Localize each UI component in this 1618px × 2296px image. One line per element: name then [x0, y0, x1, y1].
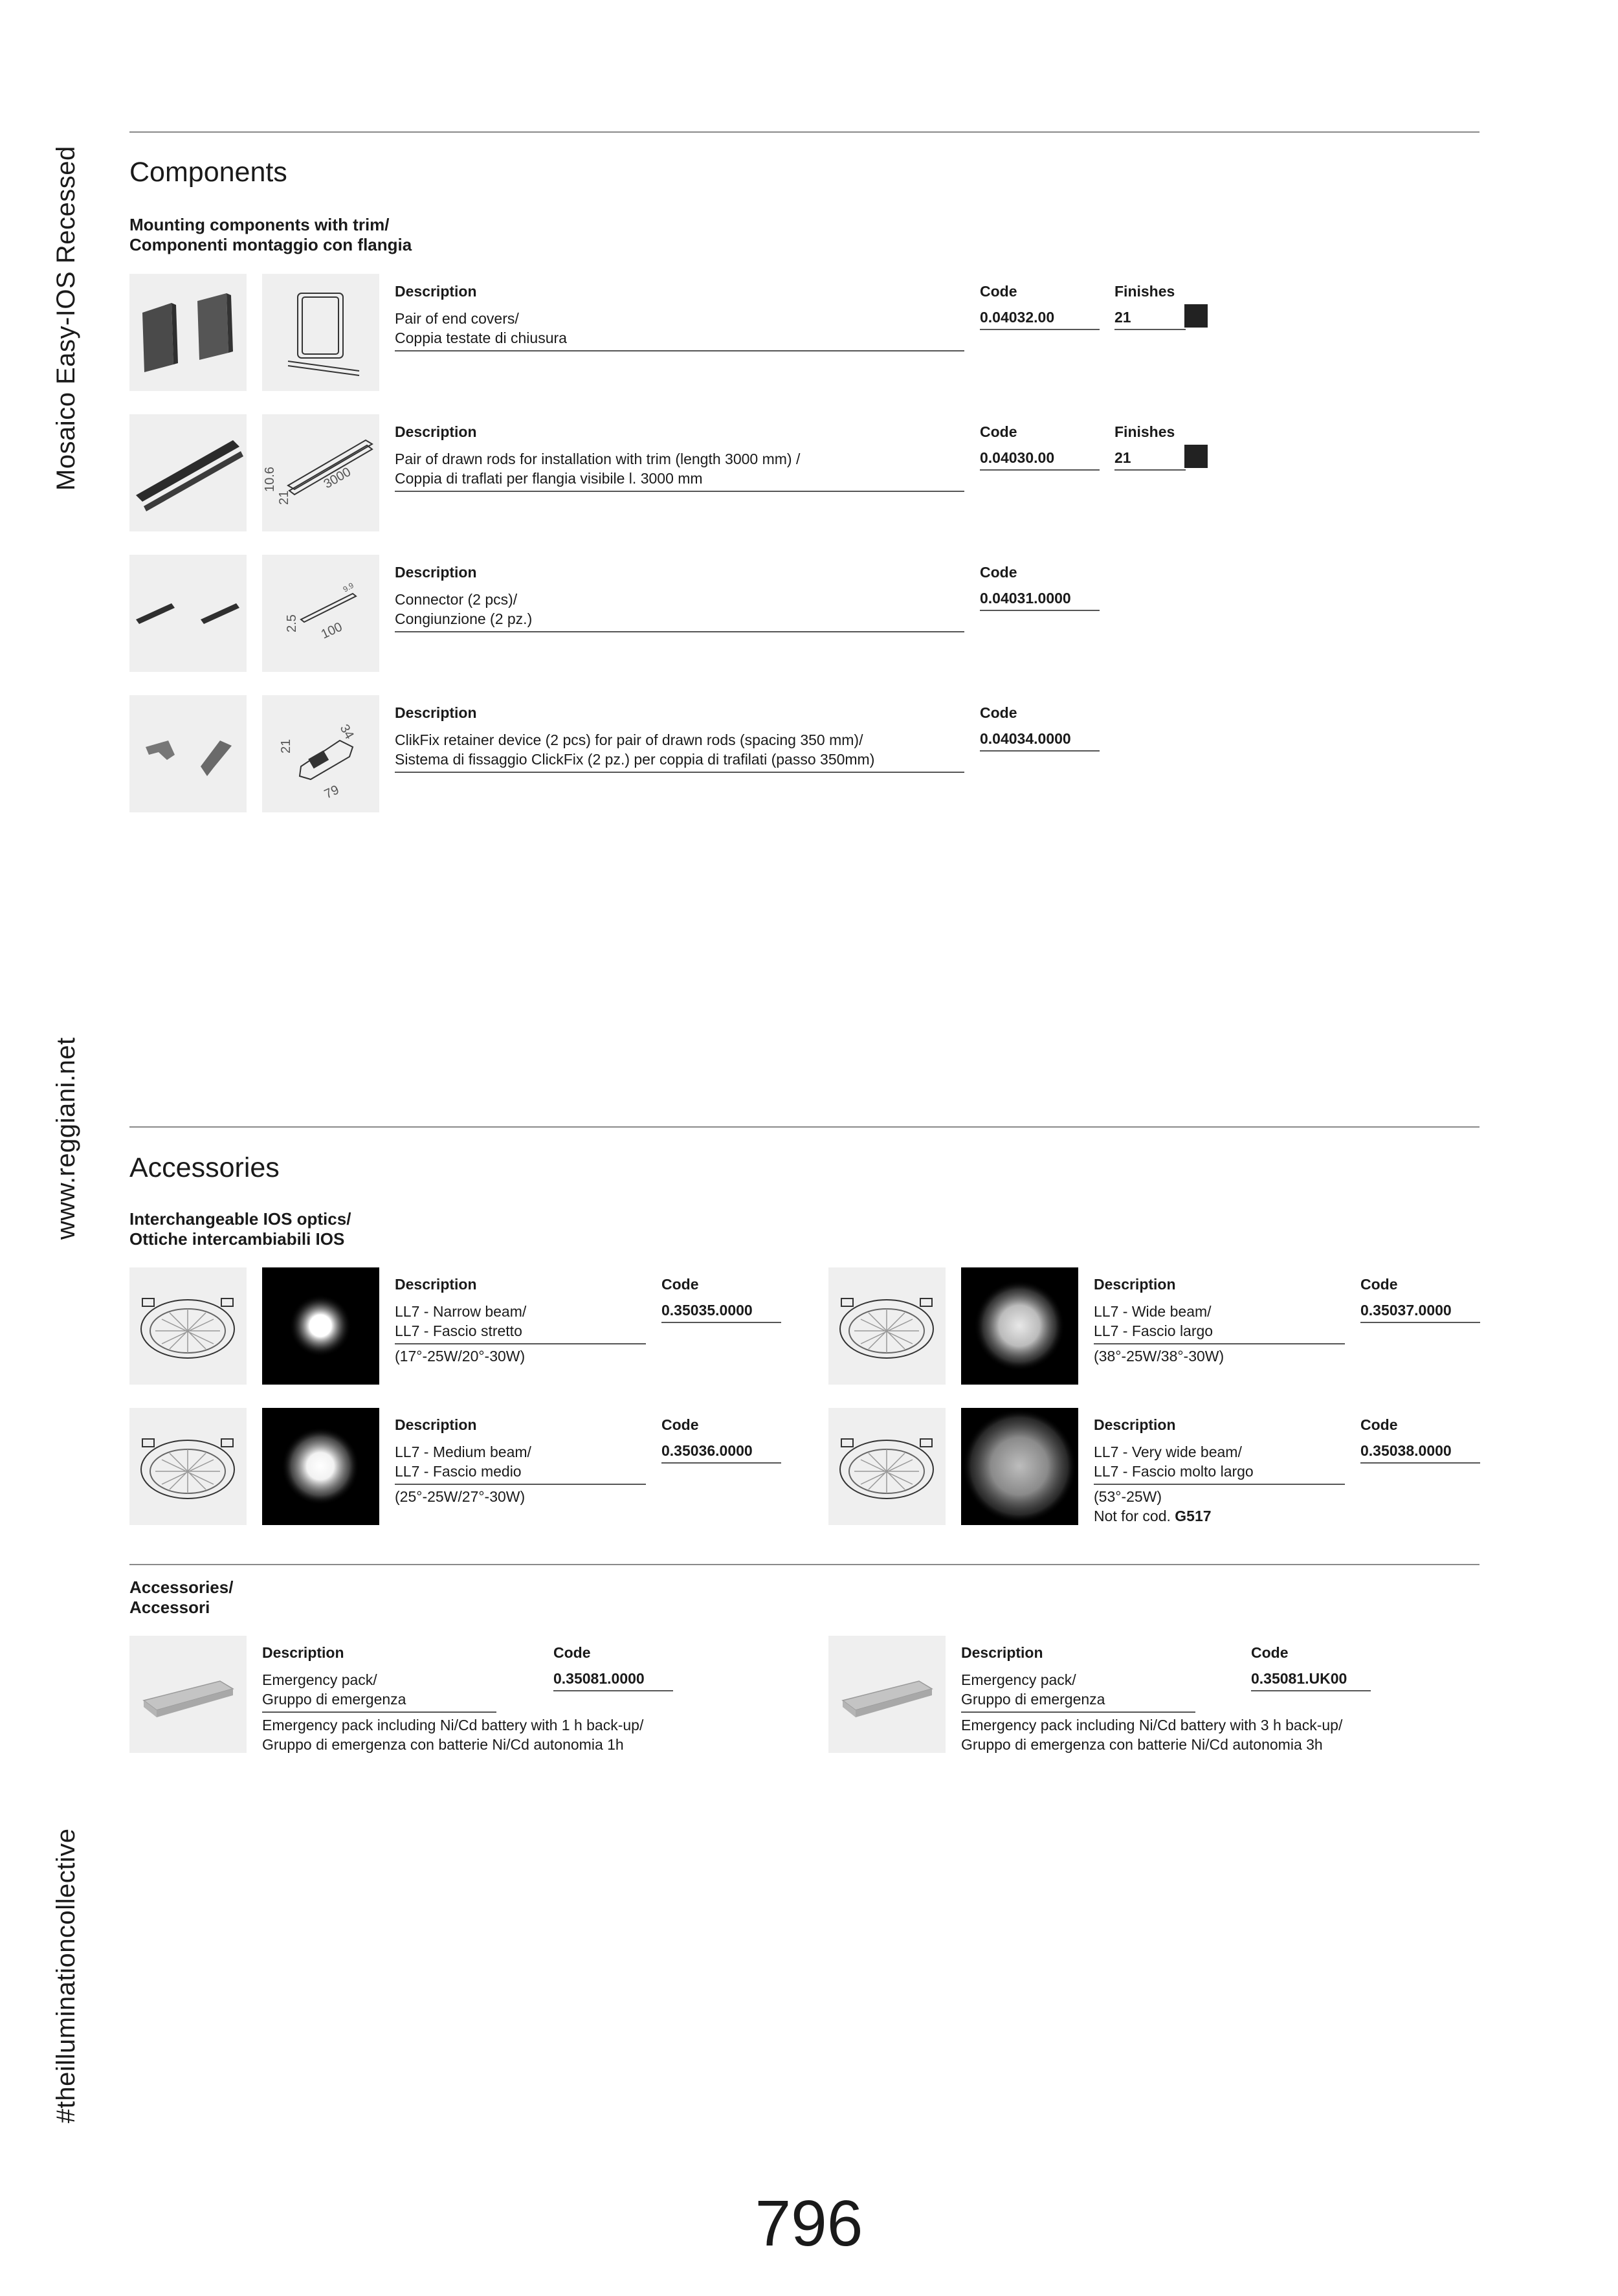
rod-dim-height: 10.6	[263, 467, 277, 492]
pack-note-2: Emergency pack including Ni/Cd battery with 3 h back-up/ Gruppo di emergenza con batterie Ni/Cd autonomia 3h	[961, 1717, 1343, 1753]
optic-description-1: LL7 - Narrow beam/ LL7 - Fascio stretto	[395, 1302, 646, 1344]
pack-note-1: Emergency pack including Ni/Cd battery with 1 h back-up/ Gruppo di emergenza con batterie Ni/Cd autonomia 1h	[262, 1717, 644, 1753]
optic-code-1: 0.35035.0000	[661, 1302, 781, 1323]
optic-note-3: (25°-25W/27°-30W)	[395, 1488, 526, 1505]
accessories-sub-divider	[129, 1564, 1479, 1565]
components-subtitle: Mounting components with trim/ Componenti montaggio con flangia	[129, 215, 412, 254]
optic-code-2: 0.35037.0000	[1360, 1302, 1480, 1323]
optics-code-label-2: Code	[1360, 1276, 1398, 1293]
connector-dim-length: 100	[318, 619, 345, 642]
components-title: Components	[129, 157, 287, 188]
components-desc-label-3: Description	[395, 564, 477, 581]
optic-note-4: (53°-25W) Not for cod. G517	[1094, 1488, 1212, 1524]
medium-beam-optic-drawing	[129, 1408, 247, 1525]
components-code-label-1: Code	[980, 283, 1017, 300]
optic-code-3: 0.35036.0000	[661, 1442, 781, 1464]
packs-code-label-2: Code	[1251, 1644, 1289, 1661]
pack-description-2: Emergency pack/ Gruppo di emergenza	[961, 1670, 1195, 1713]
emergency-pack-3h-photo	[828, 1636, 946, 1753]
end-covers-photo	[129, 274, 247, 391]
components-code-label-3: Code	[980, 564, 1017, 581]
optic-note-2: (38°-25W/38°-30W)	[1094, 1348, 1225, 1365]
optic-description-3: LL7 - Medium beam/ LL7 - Fascio medio	[395, 1442, 646, 1485]
drawn-rods-drawing	[262, 414, 379, 531]
pack-code-1: 0.35081.0000	[553, 1670, 673, 1691]
components-code-label-4: Code	[980, 704, 1017, 721]
packs-code-label-1: Code	[553, 1644, 591, 1661]
optics-desc-label-4: Description	[1094, 1416, 1176, 1433]
finish-swatch-2	[1184, 445, 1208, 468]
clikfix-dim-height: 21	[279, 739, 293, 753]
components-desc-label-4: Description	[395, 704, 477, 721]
components-divider	[129, 131, 1479, 133]
narrow-beam-light-pattern	[262, 1267, 379, 1385]
pack-code-2: 0.35081.UK00	[1251, 1670, 1371, 1691]
sidebar-product-name: Mosaico Easy-IOS Recessed	[52, 146, 80, 491]
optics-desc-label-1: Description	[395, 1276, 477, 1293]
optics-code-label-4: Code	[1360, 1416, 1398, 1433]
optics-code-label-1: Code	[661, 1276, 699, 1293]
connector-drawing	[262, 555, 379, 672]
wide-beam-optic-drawing	[828, 1267, 946, 1385]
components-desc-label-1: Description	[395, 283, 477, 300]
clikfix-drawing	[262, 695, 379, 812]
components-finishes-label-2: Finishes	[1114, 423, 1175, 440]
connector-dim-height: 2.5	[285, 614, 299, 632]
optics-code-label-3: Code	[661, 1416, 699, 1433]
sidebar-hashtag: #theilluminationcollective	[52, 1828, 80, 2123]
clikfix-dim-length: 79	[322, 783, 342, 802]
component-finish-1: 21	[1114, 309, 1186, 330]
component-code-4: 0.04034.0000	[980, 730, 1100, 752]
optic-description-4: LL7 - Very wide beam/ LL7 - Fascio molto largo	[1094, 1442, 1345, 1485]
drawn-rods-photo	[129, 414, 247, 531]
finish-swatch-1	[1184, 304, 1208, 328]
emergency-pack-1h-photo	[129, 1636, 247, 1753]
very-wide-beam-optic-drawing	[828, 1408, 946, 1525]
sidebar-website[interactable]: www.reggiani.net	[52, 1037, 80, 1240]
rod-dim-length: 3000	[321, 465, 354, 492]
end-covers-drawing	[262, 274, 379, 391]
page-number: 796	[755, 2187, 863, 2260]
rod-dim-width: 21	[277, 490, 291, 505]
connector-dim-width: 9.9	[341, 581, 355, 594]
optics-desc-label-2: Description	[1094, 1276, 1176, 1293]
accessories-subtitle: Accessories/ Accessori	[129, 1577, 234, 1617]
component-code-1: 0.04032.00	[980, 309, 1100, 330]
narrow-beam-optic-drawing	[129, 1267, 247, 1385]
very-wide-beam-light-pattern	[961, 1408, 1078, 1525]
packs-desc-label-1: Description	[262, 1644, 344, 1661]
component-code-3: 0.04031.0000	[980, 590, 1100, 611]
component-description-4: ClikFix retainer device (2 pcs) for pair of drawn rods (spacing 350 mm)/ Sistema di fissaggio ClickFix (2 pz.) per coppia di trafilati (passo 350mm)	[395, 730, 964, 773]
components-code-label-2: Code	[980, 423, 1017, 440]
accessories-title: Accessories	[129, 1152, 280, 1183]
component-finish-2: 21	[1114, 449, 1186, 471]
components-finishes-label-1: Finishes	[1114, 283, 1175, 300]
optic-description-2: LL7 - Wide beam/ LL7 - Fascio largo	[1094, 1302, 1345, 1344]
component-description-2: Pair of drawn rods for installation with trim (length 3000 mm) / Coppia di traflati per flangia visibile l. 3000 mm	[395, 449, 964, 492]
component-description-3: Connector (2 pcs)/ Congiunzione (2 pz.)	[395, 590, 964, 632]
clikfix-photo	[129, 695, 247, 812]
components-desc-label-2: Description	[395, 423, 477, 440]
optics-subtitle: Interchangeable IOS optics/ Ottiche intercambiabili IOS	[129, 1209, 351, 1249]
wide-beam-light-pattern	[961, 1267, 1078, 1385]
clikfix-dim-depth: 34	[337, 722, 357, 742]
optics-desc-label-3: Description	[395, 1416, 477, 1433]
optic-code-4: 0.35038.0000	[1360, 1442, 1480, 1464]
accessories-divider	[129, 1126, 1479, 1128]
component-description-1: Pair of end covers/ Coppia testate di chiusura	[395, 309, 964, 351]
optic-note-1: (17°-25W/20°-30W)	[395, 1348, 526, 1365]
pack-description-1: Emergency pack/ Gruppo di emergenza	[262, 1670, 496, 1713]
connector-photo	[129, 555, 247, 672]
medium-beam-light-pattern	[262, 1408, 379, 1525]
packs-desc-label-2: Description	[961, 1644, 1043, 1661]
component-code-2: 0.04030.00	[980, 449, 1100, 471]
